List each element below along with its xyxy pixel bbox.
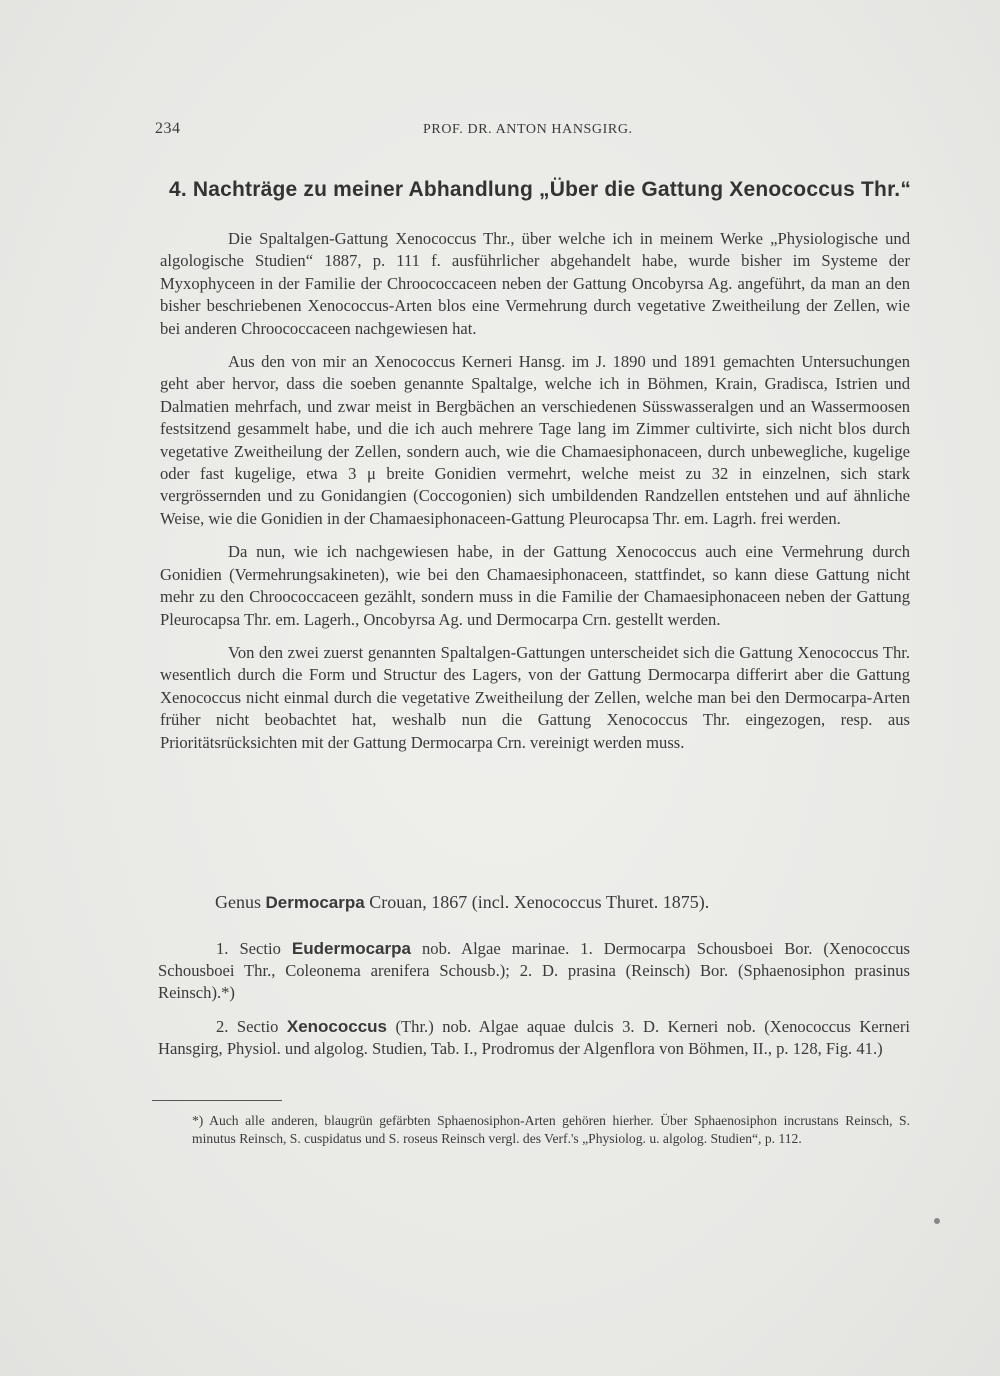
paragraph-4: Von den zwei zuerst genannten Spaltalgen-Gattungen unterscheidet sich die Gattung Xenococcus Thr. wesentlich durch die Form und Structur des Lagers, von der Gattung Dermocarpa differirt aber die Gattung Xenococcus nicht einmal durch die vegetative Zweitheilung der Zellen, welche man bei den Dermocarpa-Arten früher nicht beobachtet hat, weshalb nun die Gattung Xenococcus Thr. eingezogen, resp. aus Prioritätsrücksichten mit der Gattung Dermocarpa Crn. vereinigt werden muss. [160,642,910,752]
print-speck [934,1218,940,1224]
sectio-1 [158,938,910,1004]
genus-prefix: Genus [215,892,261,912]
page-number: 234 [155,120,181,137]
footnote [192,1112,910,1148]
genus-name: Dermocarpa [265,893,365,912]
paragraph-2: Aus den von mir an Xenococcus Kerneri Hansg. im J. 1890 und 1891 gemachten Untersuchungen geht aber hervor, dass die soeben genannte Spaltalge, welche ich in Böhmen, Krain, Gradisca, Istrien und Dalmatien mehrfach, und zwar meist in Bergbächen an verschiedenen Süsswasseralgen und an Wassermoosen festsitzend gesammelt habe, und die ich auch mehrere Tage lang im Zimmer cultivirte, sich nicht blos durch vegetative Zweitheilung der Zellen, sondern auch, wie die Chamaesiphonaceen, durch unbewegliche, kugelige oder fast kugelige, etwa 3 μ breite Gonidien vermehrt, welche meist zu 32 in einzelnen, sich stark vergrössernden und zu Gonidangien (Coccogonien) sich umbildenden Randzellen entstehen und auf ähnliche Weise, wie die Gonidien in der Chamaesiphonaceen-Gattung Pleurocapsa Thr. em. Lagrh. frei werden. [160,352,910,528]
paragraph-1: Die Spaltalgen-Gattung Xenococcus Thr., über welche ich in meinem Werke „Physiologische und algologische Studien“ 1887, p. 111 f. ausführlicher abgehandelt habe, wurde bisher im Systeme der Myxophyceen in der Familie der Chroococcaceen neben der Gattung Oncobyrsa Ag. angeführt, da man an den bisher beschriebenen Xenococcus-Arten blos eine Vermehrung durch vegetative Zweitheilung der Zellen, wie bei anderen Chroococcaceen nachgewiesen hat. [160,229,910,338]
sectio-2-prefix: 2. Sectio [216,1017,279,1036]
section-title: 4. Nachträge zu meiner Abhandlung „Über die Gattung Xenococcus Thr.“ [168,178,912,201]
running-head: PROF. DR. ANTON HANSGIRG. [423,122,633,137]
page-header [155,120,915,150]
genus-heading [215,892,915,913]
sectio-1-prefix: 1. Sectio [216,939,281,958]
paragraph-3: Da nun, wie ich nachgewiesen habe, in der Gattung Xenococcus auch eine Vermehrung durch Gonidien (Vermehrungsakineten), wie bei den Chamaesiphonaceen, stattfindet, so kann diese Gattung nicht mehr zu den Chroococcaceen gezählt, sondern muss in die Familie der Chamaesiphonaceen neben der Gattung Pleurocapsa Thr. em. Lagerh., Oncobyrsa Ag. und Dermocarpa Crn. gestellt werden. [160,542,910,629]
genus-suffix: Crouan, 1867 (incl. Xenococcus Thuret. 1875). [369,892,710,912]
sectio-1-name: Eudermocarpa [291,939,411,958]
sectio-2 [158,1016,910,1060]
sectio-2-text: (Thr.) nob. Algae aquae dulcis 3. D. Kerneri nob. (Xenococcus Kerneri Hansgirg, Physiol. und algolog. Studien, Tab. I., Prodromus der Algenflora von Böhmen, II., p. 128, Fig. 41.) [158,1017,910,1058]
footnote-text: *) Auch alle anderen, blaugrün gefärbten Sphaenosiphon-Arten gehören hierher. Über Sphaenosiphon incrustans Reinsch, S. minutus Reinsch, S. cuspidatus und S. roseus Reinsch vergl. des Verf.'s „Physiolog. u. algolog. Studien“, p. 112. [192,1113,910,1146]
sectio-2-name: Xenococcus [286,1017,388,1036]
sectio-1-text: nob. Algae marinae. 1. Dermocarpa Schousboei Bor. (Xenococcus Schousboei Thr., Coleonema arenifera Schousb.); 2. D. prasina (Reinsch) Bor. (Sphaenosiphon prasinus Reinsch).*) [158,939,910,1002]
footnote-rule [152,1100,282,1101]
body-text [160,228,910,765]
